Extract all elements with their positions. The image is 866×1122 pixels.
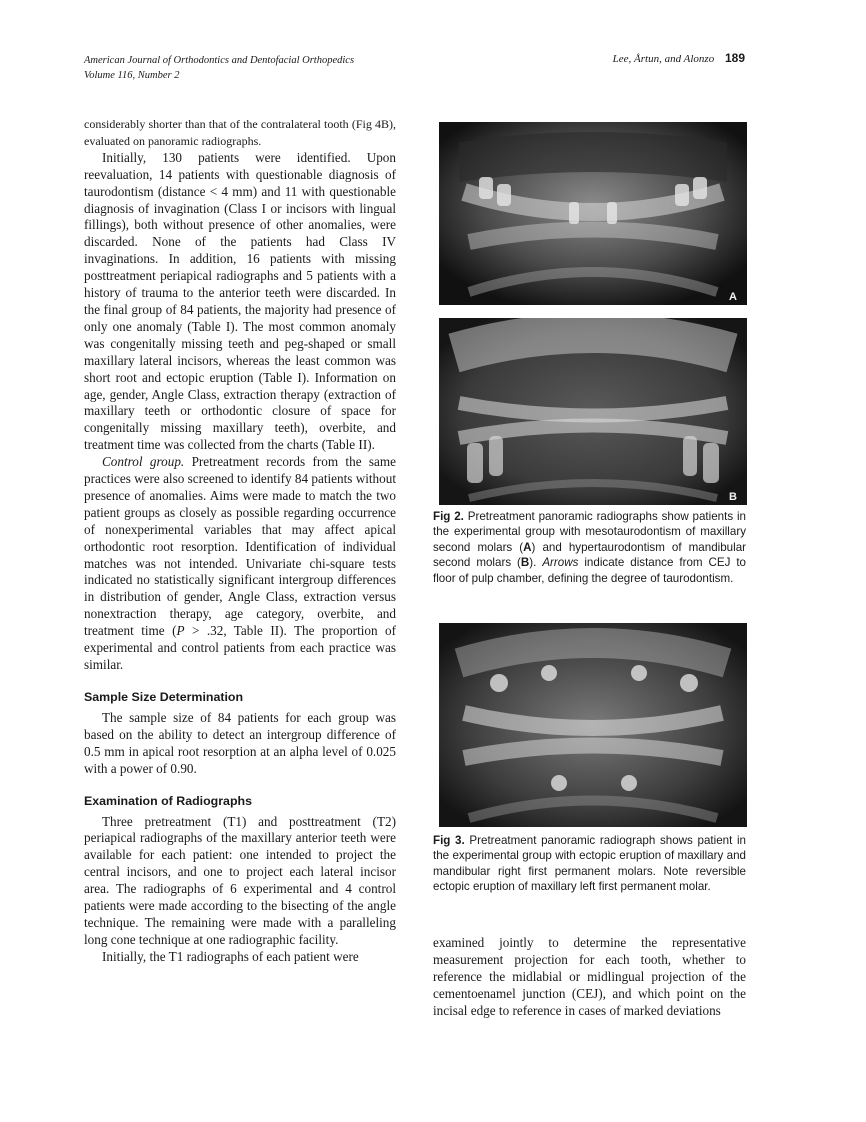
running-authors: Lee, Årtun, and Alonzo bbox=[612, 53, 715, 65]
paragraph-examination: Three pretreatment (T1) and posttreatment (T2) periapical radiographs of the maxillary anterior teeth were available for each patient: one intended to project the central incisors, and one to project each lateral incisor area. The radiographs of 6 experimental and 4 control patients were made according to the bisecting of the angle technique. The remaining were made with a paralleling long cone technique at one radiographic facility. bbox=[84, 813, 396, 947]
paragraph-control-group bbox=[84, 454, 396, 674]
fig2-caption-part4: indicate distance from CEJ to floor of pulp chamber, defining the degree of taurodontism. bbox=[433, 556, 746, 585]
fig2-caption-part3: ). bbox=[529, 556, 543, 570]
radiograph-fig2b bbox=[439, 318, 747, 505]
radiograph-fig2a bbox=[439, 122, 747, 305]
running-header-right bbox=[613, 51, 745, 65]
fig2-caption-b: B bbox=[520, 556, 530, 570]
paragraph-initially: Initially, the T1 radiographs of each patient were bbox=[102, 948, 359, 964]
figure-2-caption bbox=[433, 509, 746, 586]
fig2-caption-arrows: Arrows bbox=[542, 556, 579, 570]
right-column-text bbox=[433, 935, 746, 1020]
left-column bbox=[84, 116, 396, 966]
fig2-label: Fig 2. bbox=[433, 510, 464, 523]
running-header-left bbox=[84, 53, 354, 83]
control-group-text-a: Pretreatment records from the same practices were also screened to identify 84 patients without presence of anomalies. Aims were made to match the two patient groups as closely as possible regarding occurrence of nonexperimental variables that may affect apical orthodontic root resorption. Identification of individual matches was not intended. Univariate chi-square tests indicated no statistically significant intergroup differences in distribution of gender, Angle Class, extraction versus nonextraction therapy, age category, overbite, and treatment time ( bbox=[84, 454, 396, 639]
panoramic-xray-image bbox=[439, 318, 747, 505]
panel-label-a: A bbox=[729, 291, 737, 303]
page-number: 189 bbox=[724, 51, 745, 65]
fig2-caption-part2: ) and hypertaurodontism of mandibular second molars ( bbox=[433, 540, 747, 570]
paragraph-continuation: considerably shorter than that of the contralateral tooth (Fig 4B), evaluated on panoramic radiographs. bbox=[84, 117, 396, 148]
journal-volume: Volume 116, Number 2 bbox=[84, 70, 180, 81]
journal-title: American Journal of Orthodontics and Dentofacial Orthopedics bbox=[84, 55, 355, 66]
figure-3-caption bbox=[433, 833, 746, 895]
fig3-caption-text: Pretreatment panoramic radiograph shows patient in the experimental group with ectopic eruption of maxillary and mandibular right first permanent molars. Note reversible ectopic eruption of maxillary left first permanent molar. bbox=[433, 834, 746, 894]
paragraph-sample-size: The sample size of 84 patients for each group was based on the ability to detect an intergroup difference of 0.5 mm in apical root resorption at an alpha level of 0.025 with a power of 0.90. bbox=[84, 709, 396, 776]
panoramic-xray-image bbox=[439, 122, 747, 305]
fig2-caption-part1: Pretreatment panoramic radiographs show patients in the experimental group with mesotaurodontism of maxillary second molars ( bbox=[433, 510, 746, 554]
panel-label-b: B bbox=[729, 491, 737, 503]
heading-examination: Examination of Radiographs bbox=[84, 793, 252, 808]
p-value-symbol: P bbox=[176, 623, 185, 639]
paragraph-right-continuation: examined jointly to determine the representative measurement projection for each tooth, whether to reference the midlabial or midlingual projection of the cementoenamel junction (CEJ), and which point on the incisal edge to reference in cases of marked deviations bbox=[433, 935, 746, 1018]
control-group-text-b: > .32, Table II). The proportion of experimental and control patients from each practice was similar. bbox=[84, 623, 396, 672]
paragraph-patients: Initially, 130 patients were identified. Upon reevaluation, 14 patients with questionable diagnosis of taurodontism (distance < 4 mm) and 11 with questionable diagnosis of invagination (Class I or incisors with lingual fillings), both without presence of other anomalies, were discarded. None of the patients had Class IV invaginations. In addition, 16 patients with missing posttreatment periapical radiographs and 5 patients with a history of trauma to the anterior teeth were discarded. In the final group of 84 patients, the majority had presence of only one anomaly (Table I). The most common anomaly was congenitally missing teeth and peg-shaped or small maxillary lateral incisors, whereas the least common was short root and ectopic eruption (Table I). Information on age, gender, Angle Class, extraction therapy (extraction of maxillary teeth or orthodontic closure of space for congenitally missing maxillary teeth), overbite, and treatment time was collected from the charts (Table II). bbox=[84, 149, 396, 453]
radiograph-fig3 bbox=[439, 623, 747, 827]
fig3-label: Fig 3. bbox=[433, 834, 465, 847]
control-group-lead: Control group. bbox=[102, 454, 185, 470]
panoramic-xray-image bbox=[439, 623, 747, 827]
heading-sample-size: Sample Size Determination bbox=[84, 689, 244, 704]
fig2-caption-a: A bbox=[523, 540, 532, 554]
